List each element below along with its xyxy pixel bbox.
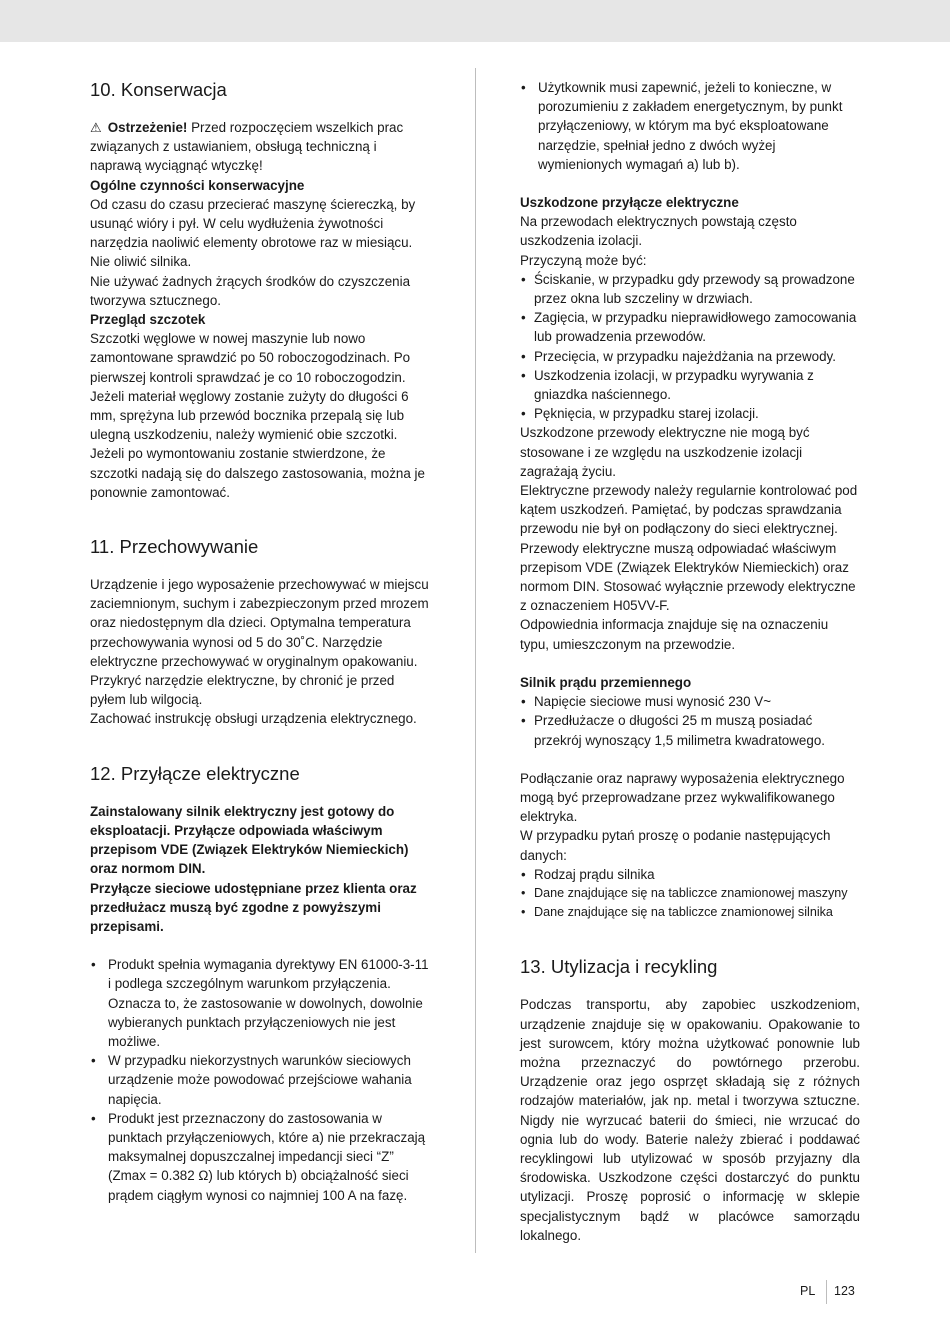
top-bar bbox=[0, 0, 950, 42]
ac-motor-text-1: Podłączanie oraz naprawy wyposażenia elektrycznego mogą być przeprowadzane przez wykwalifikowanego elektryka. bbox=[520, 770, 845, 825]
storage-text-3: Zachować instrukcję obsługi urządzenia elektrycznego. bbox=[90, 711, 417, 727]
storage-text-1: Urządzenie i jego wyposażenie przechowywać w miejscu zaciemnionym, suchym i zabezpieczonym przed mrozem oraz niedostępnym dla dzieci. Optymalna temperatura przechowywania wynosi od 5 do 30˚C. Narzędzie elektryczne przechowywać w oryginalnym opakowaniu. bbox=[90, 577, 429, 669]
list-item: • W przypadku niekorzystnych warunków sieciowych urządzenie może powodować przejściowe wahania napięcia. bbox=[90, 1051, 430, 1109]
footer-language: PL bbox=[800, 1284, 816, 1298]
damaged-text-6: Odpowiednia informacja znajduje się na oznaczeniu typu, umieszczonym na przewodzie. bbox=[520, 617, 829, 652]
list-item: • Ściskanie, w przypadku gdy przewody są prowadzone przez okna lub szczeliny w drzwiach. bbox=[520, 270, 860, 308]
damaged-text-1: Na przewodach elektrycznych powstają często uszkodzenia izolacji. bbox=[520, 214, 797, 249]
electrical-bold-text-2: Przyłącze sieciowe udostępniane przez klienta oraz przedłużacz muszą być zgodne z powyższymi przepisami. bbox=[90, 880, 417, 934]
electrical-bold-text-1: Zainstalowany silnik elektryczny jest gotowy do eksploatacji. Przyłącze odpowiada właściwym przepisom VDE (Związek Elektryków Niemieckich) oraz normom DIN. bbox=[90, 803, 409, 877]
general-maintenance-heading: Ogólne czynności konserwacyjne bbox=[90, 177, 305, 193]
section-11-title: 11. Przechowywanie bbox=[90, 536, 259, 558]
damaged-text-3: Uszkodzone przewody elektryczne nie mogą być stosowane i ze względu na uszkodzenie izolacji zagrażają życiu. bbox=[520, 425, 810, 479]
damaged-text-5: Przewody elektryczne muszą odpowiadać właściwym przepisom VDE (Związek Elektryków Niemieckich) oraz normom DIN. Stosować wyłącznie przewody elektryczne z oznaczeniem H05VV-F. bbox=[520, 540, 856, 614]
list-item: • Rodzaj prądu silnika bbox=[520, 865, 860, 884]
list-item: • Napięcie sieciowe musi wynosić 230 V~ bbox=[520, 692, 860, 711]
column-divider bbox=[475, 68, 476, 1253]
damaged-connection-heading: Uszkodzone przyłącze elektryczne bbox=[520, 195, 739, 211]
list-item: • Dane znajdujące się na tabliczce znamionowej silnika bbox=[520, 903, 860, 922]
ac-motor-heading: Silnik prądu przemiennego bbox=[520, 674, 692, 690]
damaged-text-2: Przyczyną może być: bbox=[520, 252, 647, 268]
warning-text: Przed rozpoczęciem wszelkich prac związanych z ustawianiem, obsługą techniczną i naprawą wyciągnąć wtyczkę! bbox=[90, 120, 404, 174]
warning-triangle-icon: ⚠ bbox=[90, 120, 102, 135]
right-column bbox=[520, 78, 860, 1245]
ac-motor-text-2: W przypadku pytań proszę o podanie następujących danych: bbox=[520, 828, 831, 863]
section-12-title: 12. Przyłącze elektryczne bbox=[90, 762, 300, 784]
damaged-text-4: Elektryczne przewody należy regularnie kontrolować pod kątem uszkodzeń. Pamiętać, by podczas sprawdzania przewodu nie był on podłączony do sieci elektrycznej. bbox=[520, 483, 858, 537]
warning-paragraph bbox=[90, 118, 430, 176]
list-item: • Przecięcia, w przypadku najeżdżania na przewody. bbox=[520, 347, 860, 366]
list-item: • Produkt spełnia wymagania dyrektywy EN 61000-3-11 i podlega szczególnym warunkom przyłączenia. Oznacza to, że zastosowanie w dowolnych, dowolnie wybieranych punktach przyłączeniowych nie jest możliwe. bbox=[90, 955, 430, 1051]
brushes-text: Szczotki węglowe w nowej maszynie lub nowo zamontowane sprawdzić po 50 roboczogodzinach. Po pierwszej kontroli sprawdzać je co 10 roboczogodzin. Jeżeli materiał węglowy zostanie zużyty do długości 6 mm, sprężyna lub przewód bocznika przepalą się lub ulegną uszkodzeniu, należy wymienić obie szczotki. Jeżeli po wymontowaniu zostanie stwierdzone, że szczotki nadają się do dalszego zastosowania, można je ponownie zamontować. bbox=[90, 331, 425, 500]
warning-label: Ostrzeżenie! bbox=[107, 120, 188, 135]
section-10-title: 10. Konserwacja bbox=[90, 79, 227, 100]
list-item: • Dane znajdujące się na tabliczce znamionowej maszyny bbox=[520, 884, 860, 903]
list-item: • Pęknięcia, w przypadku starej izolacji. bbox=[520, 404, 860, 423]
general-maintenance-text-1: Od czasu do czasu przecierać maszynę ściereczką, by usunąć wióry i pył. W celu wydłużenia żywotności narzędzia naoliwić elementy obrotowe raz w miesiącu. Nie oliwić silnika. bbox=[90, 196, 416, 270]
page-number: 123 bbox=[834, 1284, 855, 1298]
disposal-text: Podczas transportu, aby zapobiec uszkodzeniom, urządzenie znajduje się w opakowaniu. Opakowanie to jest surowcem, który można użytkować ponownie lub można przeznaczyć do powtórnego przerobu. Urządzenie oraz jego osprzęt składają się z różnych rodzajów materiałów, jak np. metal i tworzywa sztuczne. Nigdy nie wyrzucać baterii do śmieci, nie wrzucać do ognia lub do wody. Baterie należy zbierać i poddawać recyklingowi lub utylizować w sposób przyjazny dla środowiska. Uszkodzone części dostarczyć do punktu utylizacji. Proszę poprosić o informację w sklepie specjalistycznym bądź w placówce samorządu lokalnego. bbox=[520, 997, 860, 1243]
brushes-heading: Przegląd szczotek bbox=[90, 312, 206, 328]
list-item: • Użytkownik musi zapewnić, jeżeli to konieczne, w porozumieniu z zakładem energetycznym, by punkt przyłączeniowy, w którym ma być eksploatowane narzędzie, spełniał jedno z dwóch wyżej wymienionych wymagań a) lub b). bbox=[520, 78, 860, 174]
electrical-requirements-list bbox=[90, 955, 430, 1205]
left-column bbox=[90, 78, 430, 1205]
list-item: • Przedłużacze o długości 25 m muszą posiadać przekrój wynoszący 1,5 milimetra kwadratowego. bbox=[520, 711, 860, 749]
list-item: • Produkt jest przeznaczony do zastosowania w punktach przyłączeniowych, które a) nie przekraczają maksymalnej dopuszczalnej impedancji sieci “Z” (Zmax = 0.382 Ω) lub których b) obciążalność sieci prądem ciągłym wynosi co najmniej 100 A na fazę. bbox=[90, 1109, 430, 1205]
damage-causes-list bbox=[520, 270, 860, 424]
storage-text-2: Przykryć narzędzie elektryczne, by chronić je przed pyłem lub wilgocią. bbox=[90, 673, 395, 708]
list-item: • Uszkodzenia izolacji, w przypadku wyrywania z gniazdka naściennego. bbox=[520, 366, 860, 404]
electrical-requirements-list-continued bbox=[520, 78, 860, 174]
general-maintenance-text-2: Nie używać żadnych żrących środków do czyszczenia tworzywa sztucznego. bbox=[90, 273, 411, 308]
list-item: • Zagięcia, w przypadku nieprawidłowego zamocowania lub prowadzenia przewodów. bbox=[520, 308, 860, 346]
ac-motor-list bbox=[520, 692, 860, 750]
section-13-title: 13. Utylizacja i recykling bbox=[520, 956, 718, 978]
footer-divider bbox=[826, 1280, 827, 1304]
requested-data-list bbox=[520, 865, 860, 923]
